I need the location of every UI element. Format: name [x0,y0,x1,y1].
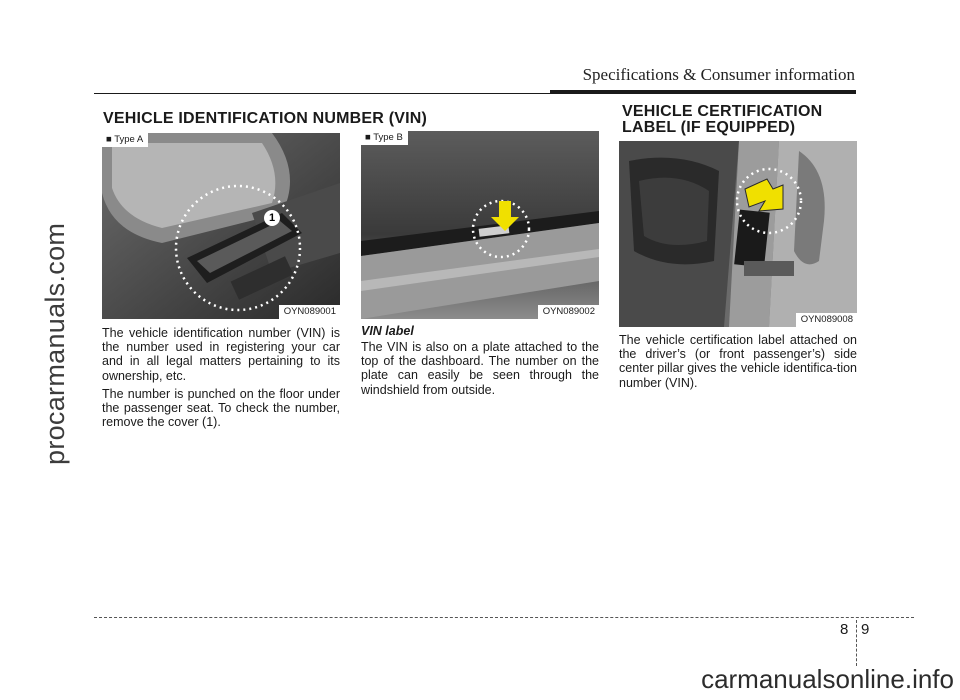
header-rule-thick [550,90,856,94]
page-number: 9 [861,621,870,638]
vin-paragraph-2: The number is punched on the floor under the passenger seat. To check the number, remove the cover (1). [102,386,340,430]
vin-body [102,326,340,429]
cert-paragraph: The vehicle certification label attached on the driver’s (or front passenger’s) side center pillar gives the vehicle identifica-tion number (VIN). [619,333,857,390]
seat-floor-illustration [102,133,340,319]
header-rule-thin [94,93,550,94]
photo-cert-code: OYN089008 [796,313,857,327]
type-a-tag: ■ Type A [102,133,148,147]
footer-dashed-rule [94,617,914,618]
vin-label-paragraph: The VIN is also on a plate attached to the top of the dashboard. The number on the plate can easily be seen through the windshield from outside. [361,340,599,397]
photo-cert-label [619,141,857,327]
header-title: Specifications & Consumer information [582,65,855,84]
photo-a-code: OYN089001 [279,305,340,319]
windshield-illustration [361,131,599,319]
callout-1-number: 1 [268,212,276,224]
cert-title-line-1: VEHICLE CERTIFICATION [622,103,823,120]
vin-label-body [361,324,599,397]
photo-type-a [102,133,340,319]
photo-b-code: OYN089002 [538,305,599,319]
type-b-tag: ■ Type B [361,131,408,145]
cert-title-line-2: LABEL (IF EQUIPPED) [622,119,796,136]
vin-section-title: VEHICLE IDENTIFICATION NUMBER (VIN) [103,110,428,127]
site-watermark: carmanualsonline.info [701,664,954,694]
vin-label-subhead: VIN label [361,324,414,338]
door-pillar-illustration [619,141,857,327]
photo-type-b [361,131,599,319]
cert-body [619,333,857,390]
page-section-number: 8 [840,621,849,638]
vin-paragraph-1: The vehicle identification number (VIN) is the number used in registering your car and in all legal matters pertaining to its ownership, etc. [102,326,340,383]
callout-1-badge [264,210,280,226]
procarmanuals-watermark: procarmanuals.com [40,222,70,465]
cert-section-title [622,104,822,136]
page-number-divider [856,620,857,666]
